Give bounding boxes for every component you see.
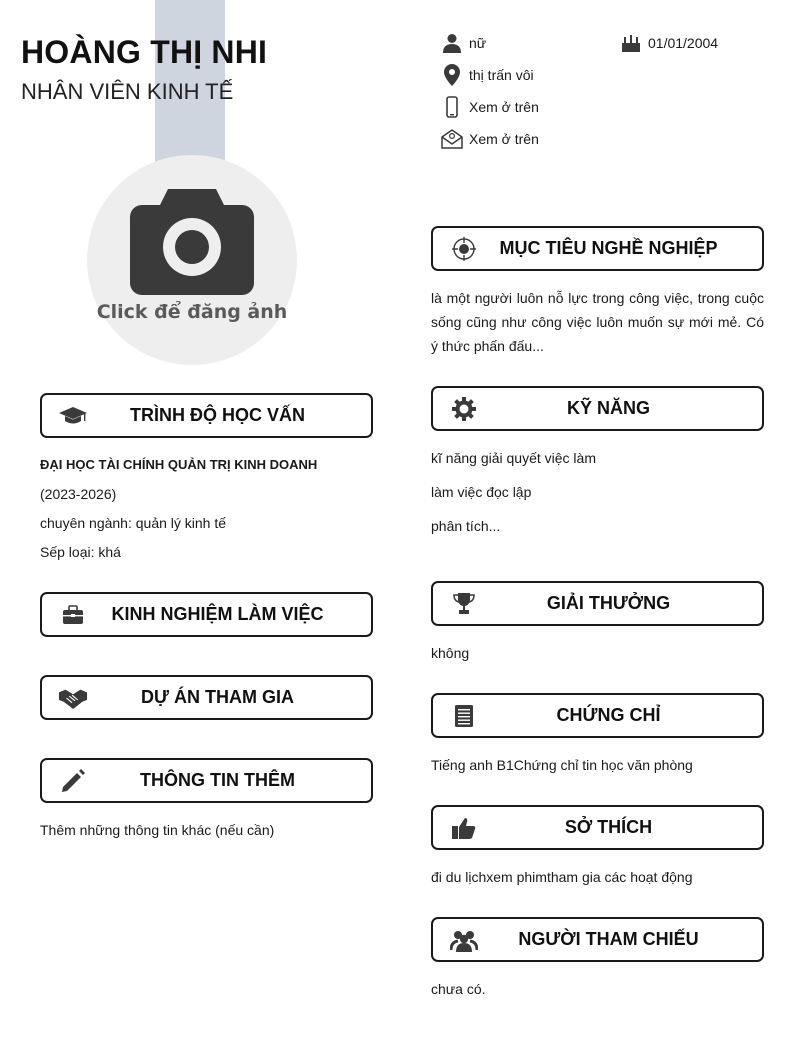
section-skills-header[interactable] [431, 386, 764, 431]
photo-caption: Click để đăng ảnh [96, 301, 288, 323]
phone-icon [441, 96, 463, 118]
candidate-title[interactable]: NHÂN VIÊN KINH TẾ [21, 79, 234, 104]
address-value: thị trấn vôi [469, 67, 534, 83]
map-pin-icon [441, 64, 463, 86]
email-icon [441, 128, 463, 150]
person-icon [441, 32, 463, 54]
section-projects-title: DỰ ÁN THAM GIA [141, 687, 294, 707]
birthday-value: 01/01/2004 [648, 35, 719, 51]
section-awards-header[interactable] [431, 581, 764, 626]
contact-address[interactable] [441, 64, 534, 86]
hobbies-text[interactable]: đi du lịchxem phimtham gia các hoạt động [431, 869, 693, 885]
section-awards-title: GIẢI THƯỞNG [546, 593, 671, 613]
section-references-header[interactable] [431, 917, 764, 962]
contact-gender[interactable] [441, 32, 486, 54]
references-text[interactable]: chưa có. [431, 981, 486, 997]
section-certificates-title: CHỨNG CHỈ [556, 705, 661, 725]
camera-icon [128, 185, 256, 297]
education-major[interactable]: chuyên ngành: quản lý kinh tế [40, 515, 227, 531]
section-extra-title: THÔNG TIN THÊM [140, 770, 295, 790]
email-value: Xem ở trên [469, 131, 539, 147]
section-certificates-header[interactable] [431, 693, 764, 738]
education-period[interactable]: (2023-2026) [40, 486, 117, 502]
section-education-header[interactable] [40, 393, 373, 438]
extra-text[interactable]: Thêm những thông tin khác (nếu cần) [40, 822, 275, 838]
section-experience-title: KINH NGHIỆM LÀM VIỆC [111, 604, 324, 624]
section-references-title: NGƯỜI THAM CHIẾU [518, 929, 699, 949]
certificates-text[interactable]: Tiếng anh B1Chứng chỉ tin học văn phòng [431, 757, 693, 773]
gender-value: nữ [469, 35, 487, 51]
skill-item[interactable]: kĩ năng giải quyết việc làm [431, 450, 596, 466]
education-grade[interactable]: Sếp loại: khá [40, 544, 121, 560]
skill-item[interactable]: phân tích... [431, 518, 501, 534]
phone-value: Xem ở trên [469, 99, 539, 115]
candidate-name[interactable]: HOÀNG THỊ NHI [21, 34, 268, 70]
skill-item[interactable]: làm việc đọc lập [431, 484, 532, 500]
section-education-title: TRÌNH ĐỘ HỌC VẤN [130, 405, 305, 425]
section-hobbies-title: SỞ THÍCH [564, 817, 653, 837]
education-school[interactable]: ĐẠI HỌC TÀI CHÍNH QUẢN TRỊ KINH DOANH [40, 457, 318, 472]
section-experience-header[interactable] [40, 592, 373, 637]
section-projects-header[interactable] [40, 675, 373, 720]
section-skills-title: KỸ NĂNG [566, 398, 650, 418]
section-hobbies-header[interactable] [431, 805, 764, 850]
contact-email[interactable] [441, 128, 539, 150]
contact-birthday[interactable] [620, 32, 718, 54]
contact-phone[interactable] [441, 96, 539, 118]
section-objective-header[interactable] [431, 226, 764, 271]
awards-text[interactable]: không [431, 645, 470, 661]
section-objective-title: MỤC TIÊU NGHỀ NGHIỆP [499, 238, 718, 258]
photo-upload[interactable] [87, 155, 297, 365]
objective-text[interactable]: là một người luôn nỗ lực trong công việc, trong cuộc sống cũng như công việc luôn muốn sự mới mẻ. Có ý thức phấn đấu... [431, 290, 764, 354]
birthday-cake-icon [620, 32, 642, 54]
section-extra-header[interactable] [40, 758, 373, 803]
